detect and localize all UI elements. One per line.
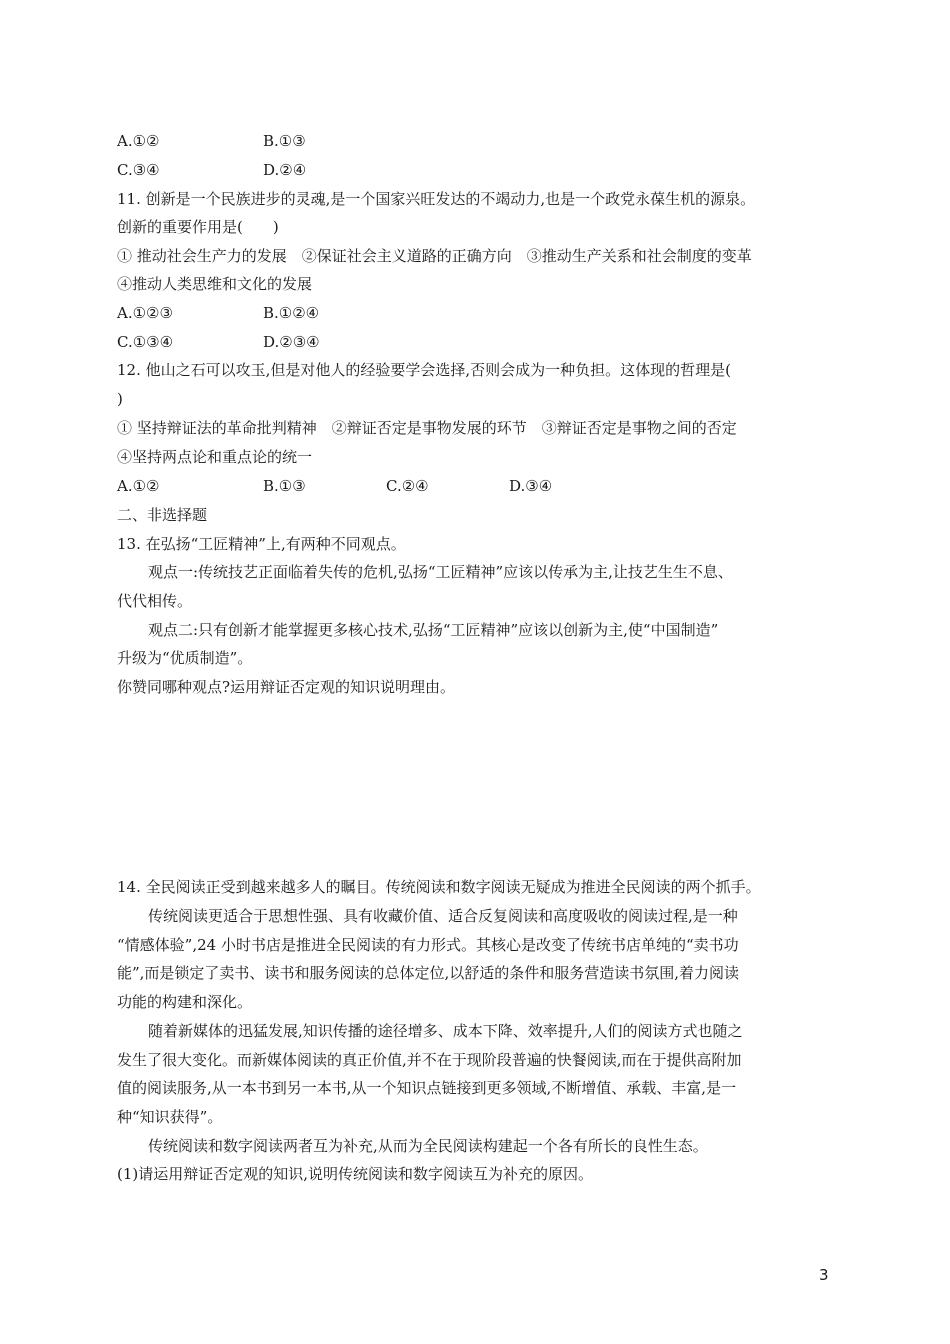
q14-sub1: (1)请运用辩证否定观的知识,说明传统阅读和数字阅读互为补充的原因。 [117,1165,594,1183]
q10-option-a: A.①② [117,132,160,150]
q10-option-d: D.②④ [263,161,307,179]
q13-view1-line2: 代代相传。 [117,592,193,610]
q10-option-c: C.③④ [117,161,160,179]
q14-p1-line1: 传统阅读更适合于思想性强、具有收藏价值、适合反复阅读和高度吸收的阅读过程,是一种 [148,907,738,925]
q11-option-d: D.②③④ [263,333,320,351]
q13-view2-line2: 升级为“优质制造”。 [117,649,253,667]
q13-question: 你赞同哪种观点?运用辩证否定观的知识说明理由。 [117,678,456,696]
q13-view2-line1: 观点二:只有创新才能掌握更多核心技术,弘扬“工匠精神”应该以创新为主,使“中国制造” [148,621,719,639]
q14-p2-line3: 值的阅读服务,从一本书到另一本书,从一个知识点链接到更多领域,不断增值、承载、丰富,是一 [117,1079,737,1097]
q11-option-c: C.①③④ [117,333,174,351]
q10-option-b: B.①③ [263,132,306,150]
q12-stem-line2: ) [117,390,123,408]
q12-option-c: C.②④ [386,477,429,495]
q14-p1-line2: “情感体验”,24 小时书店是推进全民阅读的有力形式。其核心是改变了传统书店单纯的“卖书功 [117,936,739,954]
q11-option-b: B.①②④ [263,304,320,322]
q11-items-line2: ④推动人类思维和文化的发展 [117,275,313,293]
q12-option-d: D.③④ [509,477,553,495]
section-heading: 二、非选择题 [117,506,208,524]
q11-option-a: A.①②③ [117,304,173,322]
page-number: 3 [819,1266,829,1284]
q12-option-a: A.①② [117,477,160,495]
q14-p2-line4: 种“知识获得”。 [117,1108,223,1126]
q11-items-line1: ① 推动社会生产力的发展 ②保证社会主义道路的正确方向 ③推动生产关系和社会制度的变革 [117,247,752,265]
q14-p2-line1: 随着新媒体的迅猛发展,知识传播的途径增多、成本下降、效率提升,人们的阅读方式也随之 [148,1022,743,1040]
q12-option-b: B.①③ [263,477,306,495]
q14-p1-line3: 能”,而是锁定了卖书、读书和服务阅读的总体定位,以舒适的条件和服务营造读书氛围,着力阅读 [117,964,739,982]
q14-p1-line4: 功能的构建和深化。 [117,993,253,1011]
q14-p3-line1: 传统阅读和数字阅读两者互为补充,从而为全民阅读构建起一个各有所长的良性生态。 [148,1137,708,1155]
q13-view1-line1: 观点一:传统技艺正面临着失传的危机,弘扬“工匠精神”应该以传承为主,让技艺生生不息、 [148,563,733,581]
q12-items-line1: ① 坚持辩证法的革命批判精神 ②辩证否定是事物发展的环节 ③辩证否定是事物之间的否定 [117,419,737,437]
q11-stem-line2: 创新的重要作用是( ) [117,218,279,236]
q11-stem-line1: 11. 创新是一个民族进步的灵魂,是一个国家兴旺发达的不竭动力,也是一个政党永葆生机的源泉。 [117,190,756,208]
q14-p2-line2: 发生了很大变化。而新媒体阅读的真正价值,并不在于现阶段普遍的快餐阅读,而在于提供高附加 [117,1051,742,1069]
q12-stem-line1: 12. 他山之石可以攻玉,但是对他人的经验要学会选择,否则会成为一种负担。这体现的哲理是( [117,361,732,379]
q13-stem: 13. 在弘扬“工匠精神”上,有两种不同观点。 [117,535,406,553]
q12-items-line2: ④坚持两点论和重点论的统一 [117,448,313,466]
q14-stem: 14. 全民阅读正受到越来越多人的瞩目。传统阅读和数字阅读无疑成为推进全民阅读的两个抓手。 [117,878,761,896]
